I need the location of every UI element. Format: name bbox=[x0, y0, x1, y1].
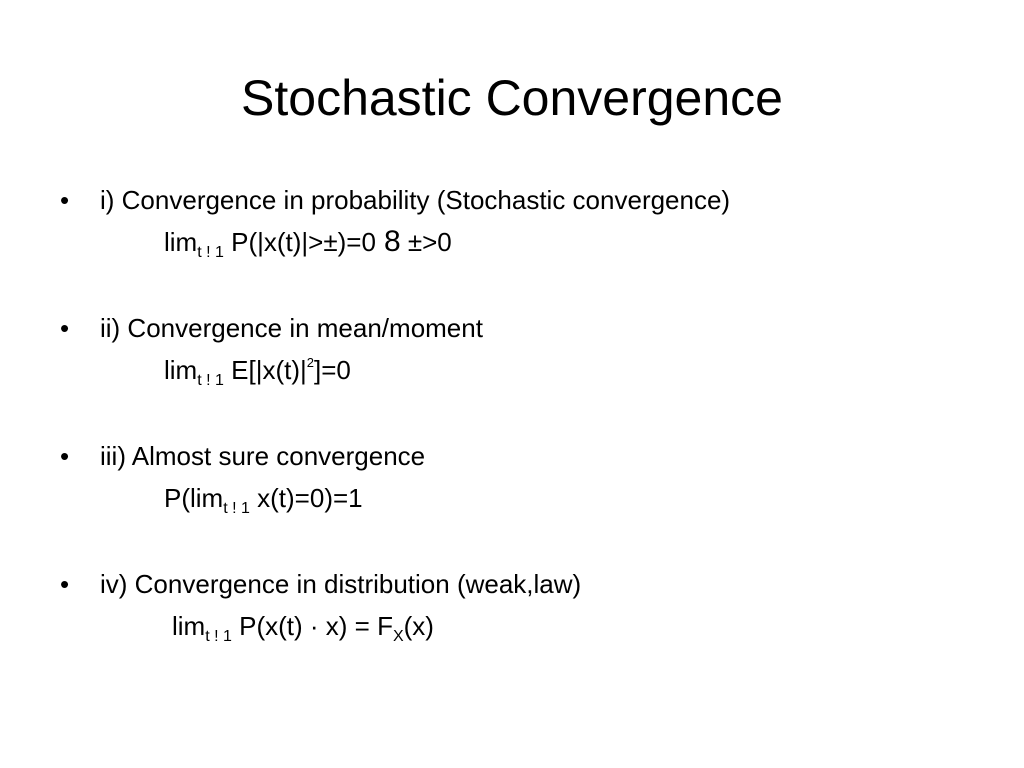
formula-mean bbox=[164, 351, 351, 389]
bullet-marker: • bbox=[60, 441, 70, 471]
formula-body: P(x(t) · x) = F bbox=[231, 611, 393, 641]
formula-subscript: t ! 1 bbox=[197, 244, 224, 261]
formula-superscript: 2 bbox=[306, 355, 314, 370]
formula-tail: x(t)=0)=1 bbox=[249, 483, 363, 513]
bullet-heading: i) Convergence in probability (Stochastic convergence) bbox=[100, 185, 731, 215]
formula-probability bbox=[164, 223, 452, 261]
formula-body: E[|x(t)| bbox=[223, 355, 307, 385]
formula-symbol: 8 bbox=[383, 225, 401, 258]
bullet-heading: iv) Convergence in distribution (weak,law) bbox=[100, 569, 582, 599]
formula-almost-sure bbox=[164, 479, 363, 517]
bullet-marker: • bbox=[60, 313, 70, 343]
formula-prefix: lim bbox=[164, 355, 198, 385]
bullet-marker: • bbox=[60, 185, 70, 215]
formula-subscript: t ! 1 bbox=[205, 628, 232, 645]
slide-title: Stochastic Convergence bbox=[241, 70, 783, 126]
formula-tail: (x) bbox=[403, 611, 434, 641]
formula-tail: ]=0 bbox=[313, 355, 351, 385]
formula-prefix: P(lim bbox=[164, 483, 224, 513]
bullet-heading: iii) Almost sure convergence bbox=[100, 441, 426, 471]
formula-body: P(|x(t)|>±)=0 bbox=[223, 227, 376, 257]
bullet-heading: ii) Convergence in mean/moment bbox=[100, 313, 483, 343]
formula-subscript: t ! 1 bbox=[197, 372, 224, 389]
formula-subscript: t ! 1 bbox=[223, 500, 250, 517]
formula-distribution bbox=[172, 607, 434, 645]
formula-tail: ±>0 bbox=[400, 227, 452, 257]
formula-subscript-x: X bbox=[392, 628, 404, 645]
formula-prefix: lim bbox=[172, 611, 206, 641]
bullet-marker: • bbox=[60, 569, 70, 599]
formula-prefix: lim bbox=[164, 227, 198, 257]
